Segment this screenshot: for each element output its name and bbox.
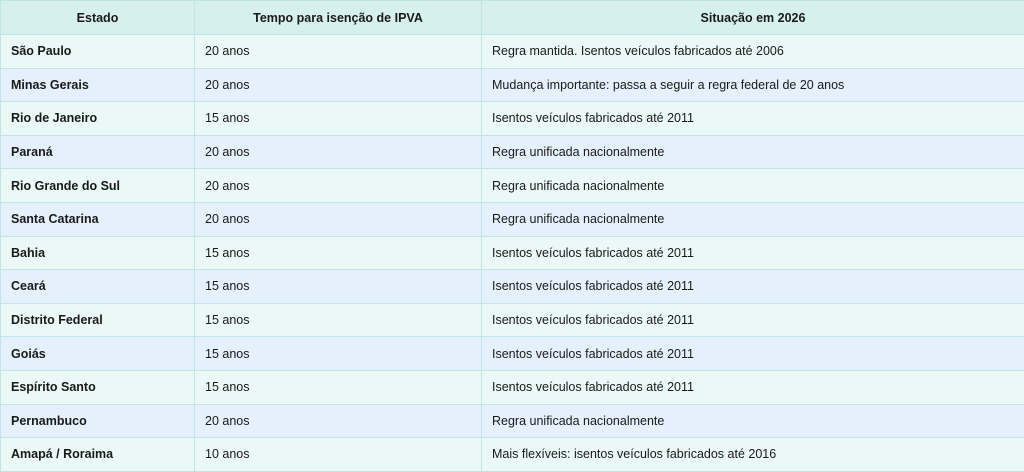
state-cell: Pernambuco [1, 404, 195, 438]
situation-cell: Isentos veículos fabricados até 2011 [482, 270, 1024, 304]
exemption-time-cell: 15 anos [195, 102, 482, 136]
situation-cell: Regra unificada nacionalmente [482, 135, 1024, 169]
exemption-time-cell: 15 anos [195, 270, 482, 304]
table-row [1, 169, 1024, 203]
exemption-time-cell: 15 anos [195, 303, 482, 337]
table-row [1, 135, 1024, 169]
header-row [1, 1, 1024, 35]
state-cell: São Paulo [1, 35, 195, 69]
table-header [1, 1, 1024, 35]
state-cell: Rio Grande do Sul [1, 169, 195, 203]
state-cell: Goiás [1, 337, 195, 371]
state-cell: Amapá / Roraima [1, 438, 195, 472]
exemption-time-cell: 20 anos [195, 404, 482, 438]
exemption-time-cell: 20 anos [195, 169, 482, 203]
state-cell: Minas Gerais [1, 68, 195, 102]
table-row [1, 35, 1024, 69]
exemption-time-cell: 10 anos [195, 438, 482, 472]
state-cell: Distrito Federal [1, 303, 195, 337]
situation-cell: Regra unificada nacionalmente [482, 404, 1024, 438]
table-row [1, 270, 1024, 304]
table-row [1, 438, 1024, 472]
table-row [1, 68, 1024, 102]
exemption-time-cell: 20 anos [195, 135, 482, 169]
state-cell: Rio de Janeiro [1, 102, 195, 136]
table-row [1, 404, 1024, 438]
situation-cell: Regra unificada nacionalmente [482, 169, 1024, 203]
state-cell: Espírito Santo [1, 370, 195, 404]
situation-cell: Isentos veículos fabricados até 2011 [482, 370, 1024, 404]
state-cell: Santa Catarina [1, 202, 195, 236]
state-cell: Bahia [1, 236, 195, 270]
situation-cell: Regra unificada nacionalmente [482, 202, 1024, 236]
table-row [1, 236, 1024, 270]
situation-cell: Mudança importante: passa a seguir a regra federal de 20 anos [482, 68, 1024, 102]
exemption-time-cell: 15 anos [195, 370, 482, 404]
situation-cell: Mais flexíveis: isentos veículos fabricados até 2016 [482, 438, 1024, 472]
header-situacao-2026: Situação em 2026 [482, 1, 1024, 35]
situation-cell: Isentos veículos fabricados até 2011 [482, 236, 1024, 270]
table-body [1, 35, 1024, 472]
exemption-time-cell: 20 anos [195, 202, 482, 236]
situation-cell: Isentos veículos fabricados até 2011 [482, 102, 1024, 136]
table-row [1, 303, 1024, 337]
table-row [1, 337, 1024, 371]
table-row [1, 202, 1024, 236]
situation-cell: Regra mantida. Isentos veículos fabricados até 2006 [482, 35, 1024, 69]
situation-cell: Isentos veículos fabricados até 2011 [482, 337, 1024, 371]
header-estado: Estado [1, 1, 195, 35]
table-row [1, 102, 1024, 136]
table-row [1, 370, 1024, 404]
state-cell: Ceará [1, 270, 195, 304]
exemption-time-cell: 15 anos [195, 337, 482, 371]
header-tempo-isencao: Tempo para isenção de IPVA [195, 1, 482, 35]
exemption-time-cell: 15 anos [195, 236, 482, 270]
exemption-time-cell: 20 anos [195, 68, 482, 102]
state-cell: Paraná [1, 135, 195, 169]
exemption-time-cell: 20 anos [195, 35, 482, 69]
situation-cell: Isentos veículos fabricados até 2011 [482, 303, 1024, 337]
